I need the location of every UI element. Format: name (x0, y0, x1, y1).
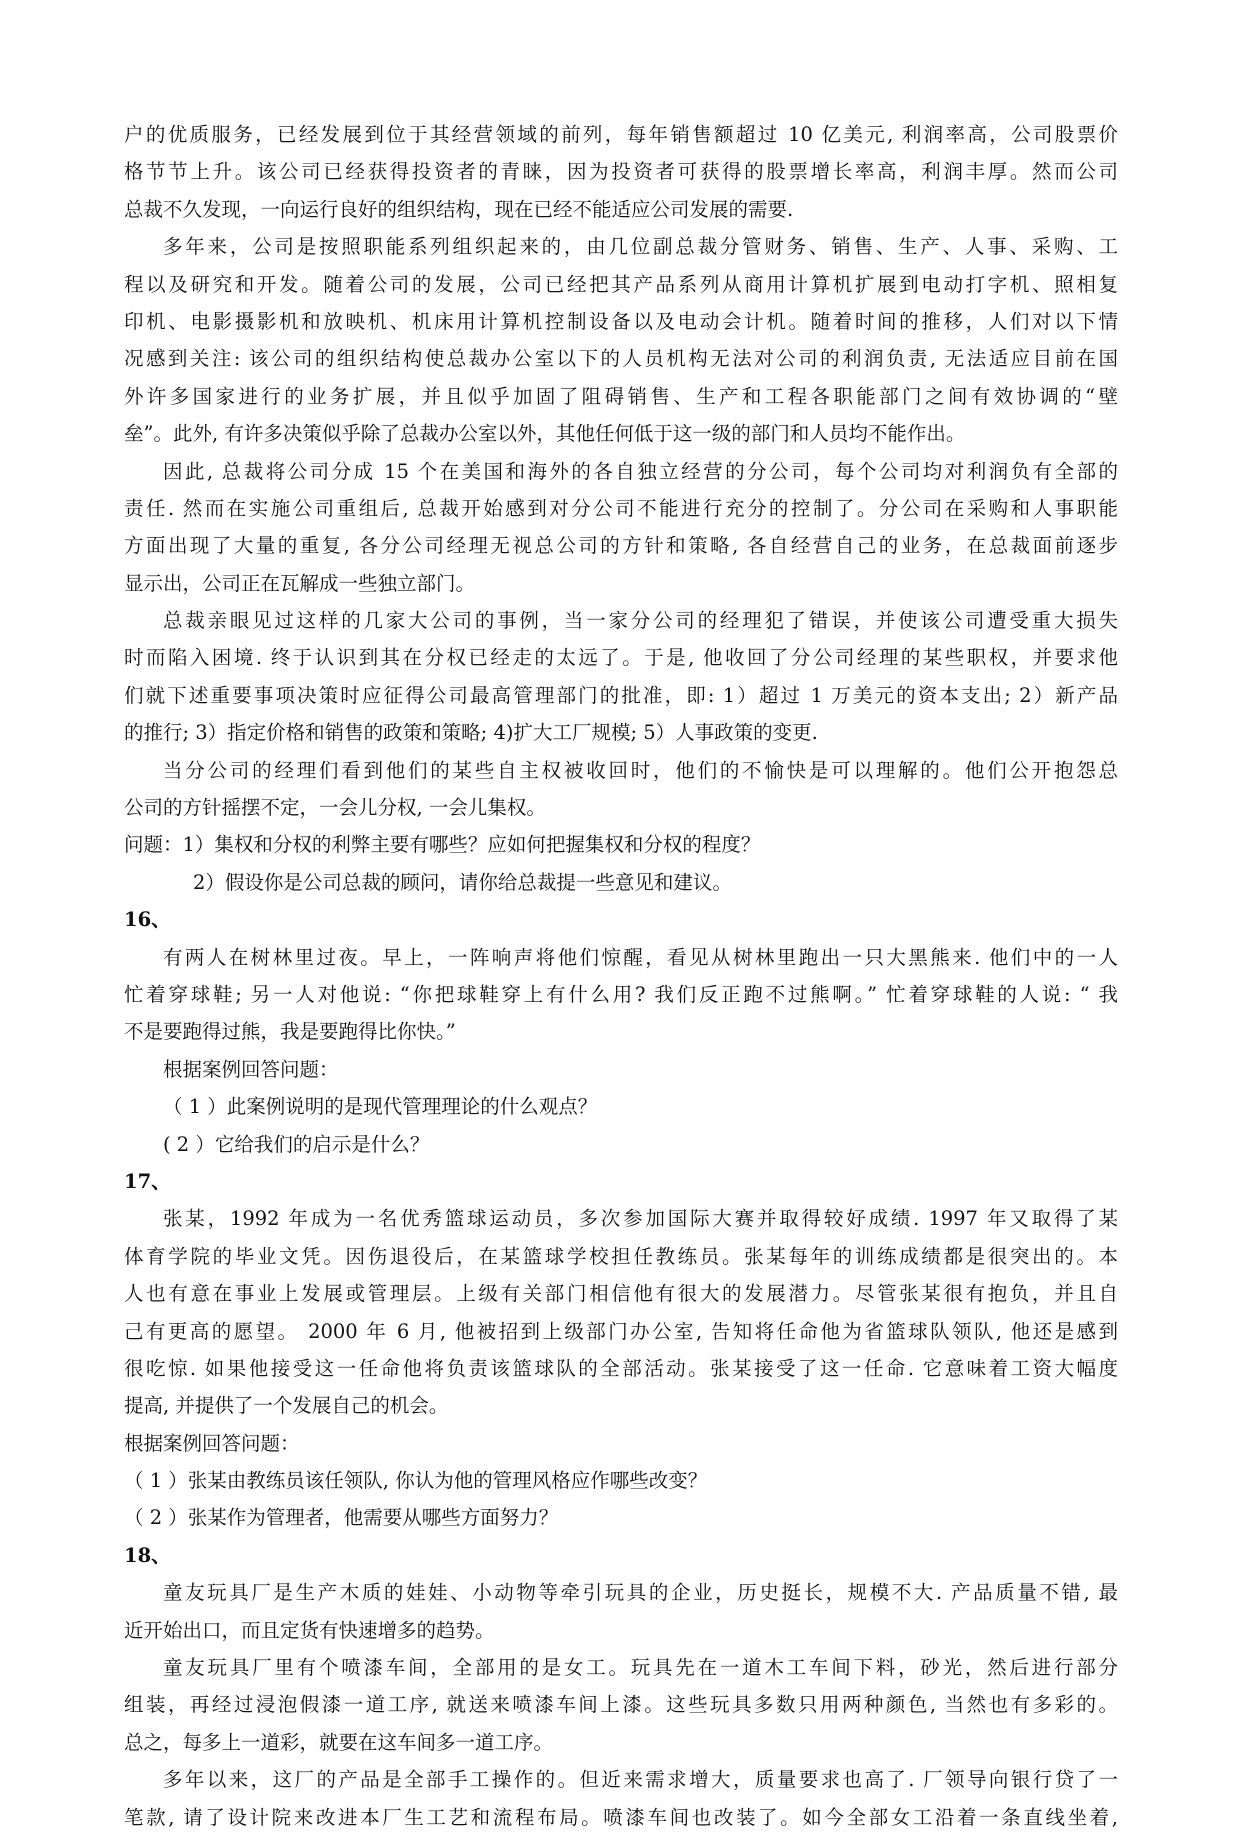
text-line: 户的优质服务，已经发展到位于其经营领域的前列，每年销售额超过 10 亿美元, 利润率高，公司股票价 (124, 123, 1118, 146)
text-line: 多年以来，这厂的产品是全部手工操作的。但近来需求增大，质量要求也高了. 厂领导向银行贷了一 (163, 1768, 1118, 1792)
text-line: 总之，每多上一道彩，就要在这车间多一道工序。 (124, 1730, 554, 1754)
text-line: 很吃惊. 如果他接受这一任命他将负责该篮球队的全部活动。张某接受了这一任命. 它意味着工资大幅度 (124, 1356, 1118, 1380)
text-line: 有两人在树林里过夜。早上，一阵响声将他们惊醒，看见从树林里跑出一只大黑熊来. 他们中的一人 (163, 945, 1118, 969)
text-line: 2）假设你是公司总裁的顾问，请你给总裁提一些意见和建议。 (193, 870, 732, 894)
document-page (124, 116, 1118, 1836)
text-line: 根据案例回答问题： (163, 1057, 339, 1081)
text-line: 况感到关注: 该公司的组织结构使总裁办公室以下的人员机构无法对公司的利润负责, 无法适应目前在国 (124, 347, 1118, 371)
text-line: 格节节上升。该公司已经获得投资者的青睐，因为投资者可获得的股票增长率高，利润丰厚。然而公司 (124, 160, 1118, 184)
text-line: 垒”。此外, 有许多决策似乎除了总裁办公室以外，其他任何低于这一级的部门和人员均不能作出。 (124, 422, 966, 446)
text-line: 因此, 总裁将公司分成 15 个在美国和海外的各自独立经营的分公司，每个公司均对利润负有全部的 (163, 459, 1118, 483)
text-line: （ 2 ）张某作为管理者，他需要从哪些方面努力？ (124, 1506, 559, 1530)
text-line: 时而陷入困境. 终于认识到其在分权已经走的太远了。于是, 他收回了分公司经理的某些职权，并要求他 (124, 646, 1118, 670)
text-line: 己有更高的愿望。 2000 年 6 月, 他被招到上级部门办公室, 告知将任命他为省篮球队领队, 他还是感到 (124, 1319, 1118, 1343)
text-line: 不是要跑得过熊，我是要跑得比你快。” (124, 1020, 456, 1044)
section-heading: 17、 (124, 1169, 171, 1193)
text-line: 多年来，公司是按照职能系列组织起来的，由几位副总裁分管财务、销售、生产、人事、采购、工 (163, 235, 1118, 259)
section-heading: 18、 (124, 1543, 171, 1567)
text-line: 忙着穿球鞋; 另一人对他说: “你把球鞋穿上有什么用? 我们反正跑不过熊啊。” 忙着穿球鞋的人说: “ 我 (124, 982, 1118, 1006)
text-line: 组装，再经过浸泡假漆一道工序, 就送来喷漆车间上漆。这些玩具多数只用两种颜色, 当然也有多彩的。 (124, 1693, 1118, 1717)
text-line: 张某，1992 年成为一名优秀篮球运动员，多次参加国际大赛并取得较好成绩. 1997 年又取得了某 (163, 1207, 1118, 1231)
text-line: （ 1 ）张某由教练员该任领队, 你认为他的管理风格应作哪些改变？ (124, 1469, 708, 1493)
text-line: 总裁亲眼见过这样的几家大公司的事例，当一家分公司的经理犯了错误，并使该公司遭受重大损失 (163, 609, 1118, 633)
text-line: 根据案例回答问题： (124, 1431, 300, 1455)
text-line: 印机、电影摄影机和放映机、机床用计算机控制设备以及电动会计机。随着时间的推移，人们对以下情 (124, 309, 1118, 333)
text-line: 当分公司的经理们看到他们的某些自主权被收回时，他们的不愉快是可以理解的。他们公开抱怨总 (163, 758, 1118, 782)
text-line: 提高, 并提供了一个发展自己的机会。 (124, 1394, 449, 1418)
text-line: 总裁不久发现，一向运行良好的组织结构，现在已经不能适应公司发展的需要. (124, 197, 794, 221)
text-line: 显示出，公司正在瓦解成一些独立部门。 (124, 571, 476, 595)
text-line: 童友玩具厂里有个喷漆车间，全部用的是女工。玩具先在一道木工车间下料，砂光，然后进行部分 (163, 1656, 1118, 1680)
text-line: （ 1 ）此案例说明的是现代管理理论的什么观点？ (163, 1095, 598, 1119)
text-line: 公司的方针摇摆不定，一会儿分权, 一会儿集权。 (124, 796, 546, 820)
text-line: 们就下述重要事项决策时应征得公司最高管理部门的批准，即: 1）超过 1 万美元的资本支出; 2）新产品 (124, 683, 1118, 707)
text-line: 问题：1）集权和分权的利弊主要有哪些？应如何把握集权和分权的程度？ (124, 833, 761, 857)
text-line: 近开始出口，而且定货有快速增多的趋势。 (124, 1618, 495, 1642)
text-line: 方面出现了大量的重复, 各分公司经理无视总公司的方针和策略, 各自经营自己的业务，在总裁面前逐步 (124, 534, 1118, 558)
text-line: 责任. 然而在实施公司重组后, 总裁开始感到对分公司不能进行充分的控制了。分公司在采购和人事职能 (124, 496, 1118, 520)
text-line: ( 2 ）它给我们的启示是什么？ (163, 1132, 430, 1156)
section-heading: 16、 (124, 908, 171, 932)
text-line: 童友玩具厂是生产木质的娃娃、小动物等牵引玩具的企业，历史挺长，规模不大. 产品质量不错, 最 (163, 1581, 1118, 1605)
text-line: 人也有意在事业上发展或管理层。上级有关部门相信他有很大的发展潜力。尽管张某很有抱负，并且自 (124, 1282, 1118, 1306)
text-line: 笔款, 请了设计院来改进本厂生工艺和流程布局。喷漆车间也改装了。如今全部女工沿着一条直线坐着, (124, 1805, 1118, 1829)
text-line: 的推行; 3）指定价格和销售的政策和策略; 4)扩大工厂规模; 5）人事政策的变更. (124, 721, 818, 745)
text-line: 体育学院的毕业文凭。因伤退役后，在某篮球学校担任教练员。张某每年的训练成绩都是很突出的。本 (124, 1244, 1118, 1268)
text-line: 外许多国家进行的业务扩展，并且似乎加固了阻碍销售、生产和工程各职能部门之间有效协调的“壁 (124, 384, 1118, 408)
text-line: 程以及研究和开发。随着公司的发展，公司已经把其产品系列从商用计算机扩展到电动打字机、照相复 (124, 272, 1118, 296)
